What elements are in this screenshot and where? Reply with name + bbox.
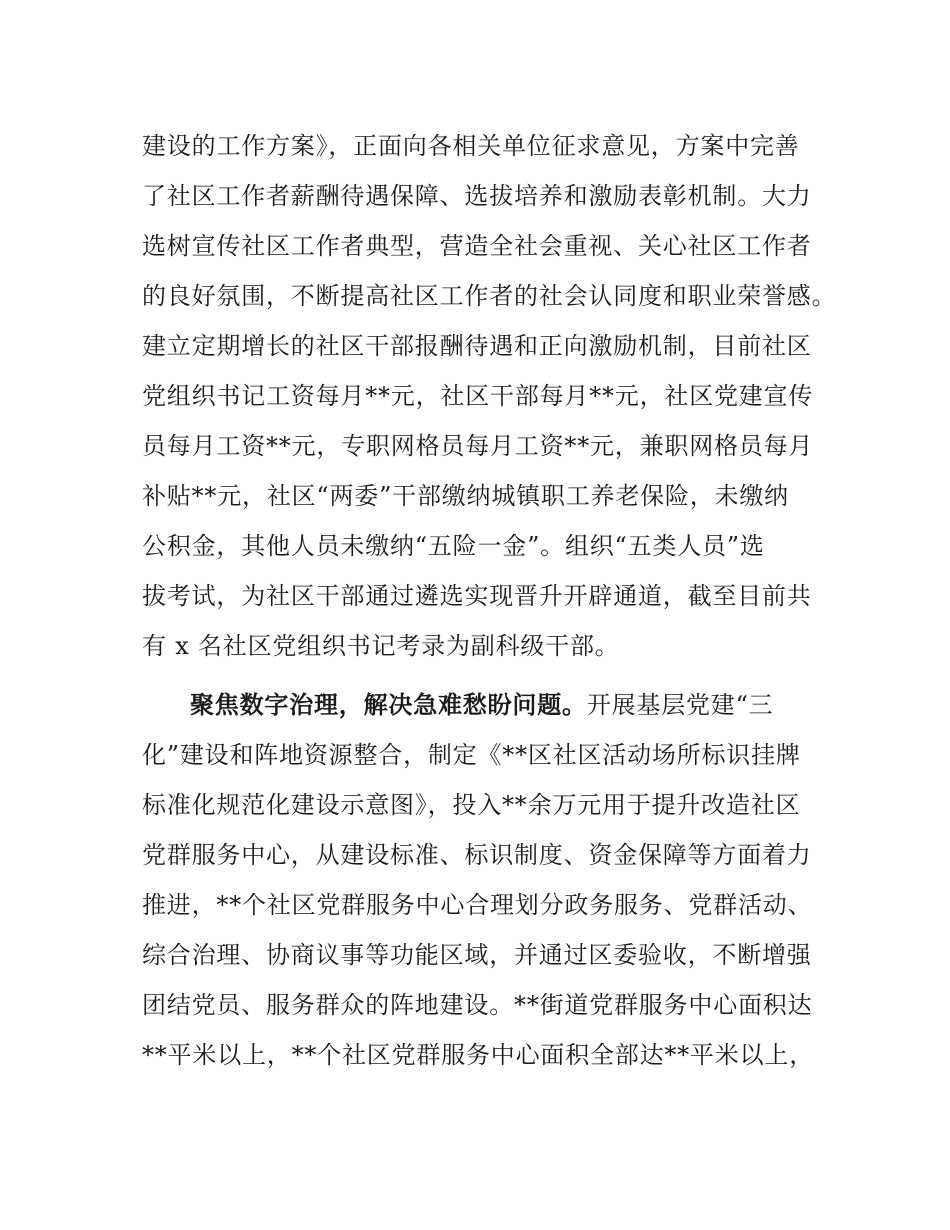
paragraph-line: 团结党员、服务群众的阵地建设。**街道党群服务中心面积达 <box>142 991 813 1019</box>
paragraph-line: 的良好氛围，不断提高社区工作者的社会认同度和职业荣誉感。 <box>142 282 837 310</box>
paragraph-line: 建设的工作方案》，正面向各相关单位征求意见，方案中完善 <box>142 132 800 160</box>
paragraph-line: 标准化规范化建设示意图》，投入**余万元用于提升改造社区 <box>142 791 801 819</box>
paragraph-line: 党群服务中心，从建设标准、标识制度、资金保障等方面着力 <box>142 841 812 869</box>
paragraph-line-rest: 开展基层党建“三 <box>586 691 774 719</box>
paragraph-heading: 聚焦数字治理，解决急难愁盼问题。 <box>190 690 587 719</box>
paragraph-line: 员每月工资**元，专职网格员每月工资**元，兼职网格员每月 <box>142 432 814 460</box>
paragraph-line: 推进，**个社区党群服务中心合理划分政务服务、党群活动、 <box>142 891 813 919</box>
paragraph-line: 化”建设和阵地资源整合，制定《**区社区活动场所标识挂牌 <box>142 741 801 769</box>
paragraph-line: 选树宣传社区工作者典型，营造全社会重视、关心社区工作者 <box>142 232 812 260</box>
paragraph-line: 补贴**元，社区“两委”干部缴纳城镇职工养老保险，未缴纳 <box>142 482 789 510</box>
paragraph-digital-governance <box>142 680 822 1080</box>
paragraph-line: 了社区工作者薪酬待遇保障、选拔培养和激励表彰机制。大力 <box>142 182 812 210</box>
paragraph-line: 建立定期增长的社区干部报酬待遇和正向激励机制，目前社区 <box>142 332 812 360</box>
paragraph-line: 公积金，其他人员未缴纳“五险一金”。组织“五类人员”选 <box>142 532 765 560</box>
paragraph-line: 综合治理、协商议事等功能区域，并通过区委验收，不断增强 <box>142 941 812 969</box>
paragraph-first-line <box>142 680 822 730</box>
paragraph-line: 党组织书记工资每月**元，社区干部每月**元，社区党建宣传 <box>142 382 814 410</box>
paragraph-line: 拔考试，为社区干部通过遴选实现晋升开辟通道，截至目前共 <box>142 582 812 610</box>
paragraph-line: 有 x 名社区党组织书记考录为副科级干部。 <box>142 632 620 660</box>
paragraph-line: **平米以上，**个社区党群服务中心面积全部达**平米以上， <box>142 1041 814 1069</box>
paragraph-salary-incentives <box>142 121 837 671</box>
